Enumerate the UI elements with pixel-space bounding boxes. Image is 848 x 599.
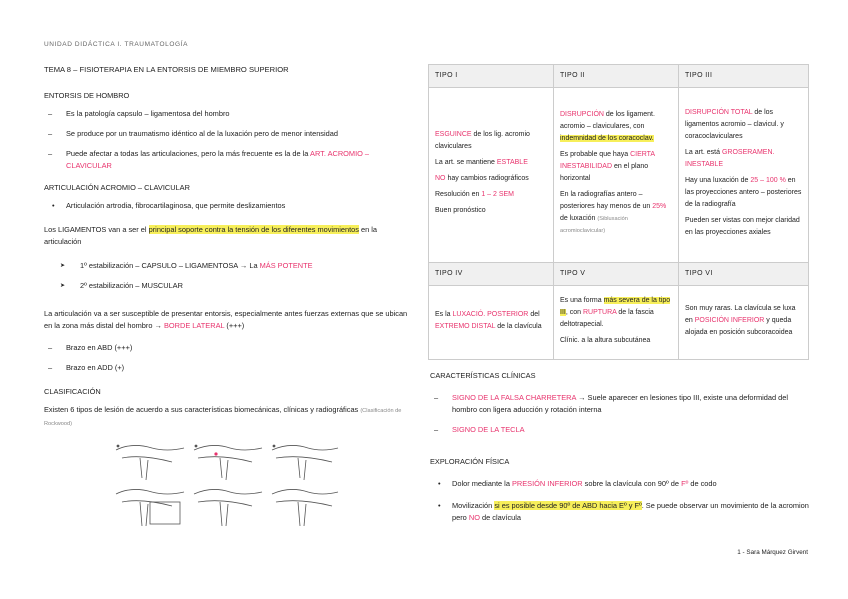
text: Buen pronóstico — [435, 207, 486, 214]
bullet-traumatismo: – Se produce por un traumatismo idéntico al de la luxación pero de menor intensidad — [44, 128, 414, 140]
text: en el plano horizontal — [560, 163, 649, 182]
text — [435, 173, 547, 185]
bullet-movilizacion — [430, 500, 810, 524]
rockwood-types-table — [428, 64, 809, 360]
accent-text: 25% — [652, 203, 667, 210]
accent-text: ESGUINCE — [435, 131, 472, 138]
text: de los ligament. acromio – claviculares, con — [560, 111, 655, 130]
text: de luxación — [560, 215, 598, 222]
accent-text: DISRUPCIÓN TOTAL — [685, 109, 753, 116]
document-title: TEMA 8 – FISIOTERAPIA EN LA ENTORSIS DE MIEMBRO SUPERIOR — [44, 65, 289, 74]
table-header-row — [429, 263, 809, 286]
text: Puede afectar a todas las articulaciones, pero la más frecuente es la de la — [66, 149, 311, 158]
text: del — [528, 310, 540, 318]
text: Es probable que haya — [560, 151, 631, 158]
accent-text: EXTREMO DISTAL — [435, 322, 496, 330]
cell-tipo-6 — [679, 286, 809, 360]
table-row — [429, 286, 809, 360]
text — [560, 295, 672, 331]
cell-tipo-3 — [679, 88, 809, 263]
section-heading-entorsis: ENTORSIS DE HOMBRO — [44, 91, 130, 100]
text: de clavícula — [479, 513, 522, 522]
accent-text: Fº — [681, 479, 689, 488]
text: En la radiografías antero – posteriores hay menos de un — [560, 191, 653, 210]
text: sobre la clavícula con 90º de — [582, 479, 682, 488]
text: Hay una luxación de — [685, 177, 751, 184]
accent-text: ESTABLE — [496, 159, 528, 166]
header-tipo-2: TIPO II — [554, 65, 679, 88]
text: hay cambios radiográficos — [445, 175, 529, 182]
accent-text: SIGNO DE LA TECLA — [452, 425, 525, 434]
text: de la fascia deltotrapecial. — [560, 308, 654, 328]
text: de los ligamentos acromio – clavicul. y coracoclaviculares — [685, 109, 784, 140]
accent-text: POSICIÓN INFERIOR — [694, 316, 765, 324]
accent-text: RUPTURA — [582, 308, 617, 316]
section-heading-acromio: ARTICULACIÓN ACROMIO – CLAVICULAR — [44, 183, 190, 192]
text — [685, 147, 802, 171]
accent-text: 25 – 100 % — [750, 177, 786, 184]
bullet-presion — [430, 478, 810, 490]
bullet-patologia: – Es la patología capsulo – ligamentosa del hombro — [44, 108, 414, 120]
text: , con — [565, 308, 583, 316]
text: → Suele aparecer en lesiones tipo III, existe una deformidad del hombro con ligera aducción y rotación interna — [452, 393, 789, 414]
cell-tipo-5 — [554, 286, 679, 360]
text: de la clavícula — [495, 322, 542, 330]
left-column — [44, 64, 414, 430]
clasificacion-paragraph — [44, 404, 414, 430]
arrow-estabilizacion-2: ➤ 2º estabilización – MUSCULAR — [44, 280, 414, 292]
section-heading-clasificacion: CLASIFICACIÓN — [44, 387, 101, 396]
accent-text: ART. ACROMIO – CLAVICULAR — [66, 149, 370, 170]
bullet-abd: – Brazo en ABD (+++) — [44, 342, 414, 354]
bullet-articulaciones — [44, 148, 414, 172]
text: 1º estabilización – CAPSULO – LIGAMENTOSA → La — [80, 261, 260, 270]
text: . Se puede observar un movimiento de la acromion pero — [452, 501, 809, 522]
accent-text: NO — [468, 513, 480, 522]
text: Dolor mediante la — [452, 479, 512, 488]
text — [435, 129, 547, 153]
accent-text: CIERTA INESTABILIDAD — [560, 151, 655, 170]
text: Es una forma — [560, 296, 604, 304]
header-tipo-3: TIPO III — [679, 65, 809, 88]
text: Es la — [435, 310, 453, 318]
text: La articulación va a ser susceptible de presentar entorsis, especialmente antes fuerzas externas que se ubican en la zona más distal del hombro → — [44, 309, 408, 330]
text — [435, 157, 547, 169]
text — [685, 175, 802, 211]
small-text: (Clasificación de Rockwood) — [44, 408, 402, 427]
header-tipo-5: TIPO V — [554, 263, 679, 286]
text: (+++) — [224, 321, 245, 330]
bullet-tecla — [430, 424, 810, 436]
text: Movilización — [452, 501, 495, 510]
ligamentos-paragraph — [44, 224, 414, 248]
text: y queda alojada en posición subcoracoidea — [685, 316, 793, 336]
bullet-charretera — [430, 392, 810, 416]
text: Clínic. a la altura subcutánea — [560, 336, 651, 344]
page-header: UNIDAD DIDÁCTICA I. TRAUMATOLOGÍA — [44, 41, 189, 48]
text: Son muy raras. La clavícula se luxa en — [685, 304, 796, 324]
accent-text: DISRUPCIÓN — [560, 111, 604, 118]
accent-text: NO — [435, 175, 446, 182]
text: Pueden ser vistas con mejor claridad en las proyecciones axiales — [685, 217, 800, 236]
header-tipo-6: TIPO VI — [679, 263, 809, 286]
section-heading-clinica: CARACTERÍSTICAS CLÍNICAS — [430, 371, 536, 380]
accent-text: MÁS POTENTE — [259, 261, 313, 270]
text — [560, 149, 672, 185]
accent-text: PRESIÓN INFERIOR — [511, 479, 583, 488]
accent-text: LUXACIÓ. POSTERIOR — [452, 310, 529, 318]
text — [560, 189, 672, 237]
text — [560, 109, 672, 145]
page-footer: 1 - Sara Márquez Girvent — [737, 549, 808, 556]
text — [435, 189, 547, 201]
highlight-text: principal soporte contra la tensión de los diferentes movimientos — [148, 225, 359, 234]
right-column — [430, 370, 810, 524]
text: en la articulación — [44, 225, 378, 246]
text: Los LIGAMENTOS van a ser el — [44, 225, 149, 234]
table-row — [429, 88, 809, 263]
text: Resolución en — [435, 191, 482, 198]
accent-text: SIGNO DE LA FALSA CHARRETERA — [452, 393, 577, 402]
accent-text: BORDE LATERAL — [163, 321, 225, 330]
rockwood-illustration — [112, 438, 342, 530]
text: de los lig. acromio claviculares — [435, 131, 530, 150]
text — [435, 309, 547, 333]
header-tipo-4: TIPO IV — [429, 263, 554, 286]
highlight-text: indemnidad de los coracoclav. — [560, 135, 654, 142]
cell-tipo-2 — [554, 88, 679, 263]
highlight-text: más severa de la tipo III — [560, 296, 671, 316]
accent-text: GROSERAMEN. INESTABLE — [685, 149, 775, 168]
text — [685, 303, 802, 339]
text: La art. se mantiene — [435, 159, 497, 166]
highlight-text: si es posible desde 90º de ABD hacia Eº y Fº — [494, 501, 642, 510]
text: en las proyecciones antero – posteriores de la radiografía — [685, 177, 802, 208]
susceptible-paragraph — [44, 308, 414, 332]
bullet-artrodia: • Articulación artrodia, fibrocartilaginosa, que permite deslizamientos — [44, 200, 414, 212]
text: La art. está — [685, 149, 722, 156]
header-tipo-1: TIPO I — [429, 65, 554, 88]
cell-tipo-1 — [429, 88, 554, 263]
accent-text: 1 – 2 SEM — [481, 191, 514, 198]
small-text: (Sibluxación acromioclavicular) — [560, 216, 628, 234]
text — [685, 107, 802, 143]
cell-tipo-4 — [429, 286, 554, 360]
section-heading-exploracion: EXPLORACIÓN FÍSICA — [430, 457, 510, 466]
text: Existen 6 tipos de lesión de acuerdo a sus características biomecánicas, clínicas y radiográficas — [44, 405, 361, 414]
bullet-add: – Brazo en ADD (+) — [44, 362, 414, 374]
arrow-estabilizacion-1 — [44, 260, 414, 272]
text: de codo — [688, 479, 717, 488]
table-header-row — [429, 65, 809, 88]
